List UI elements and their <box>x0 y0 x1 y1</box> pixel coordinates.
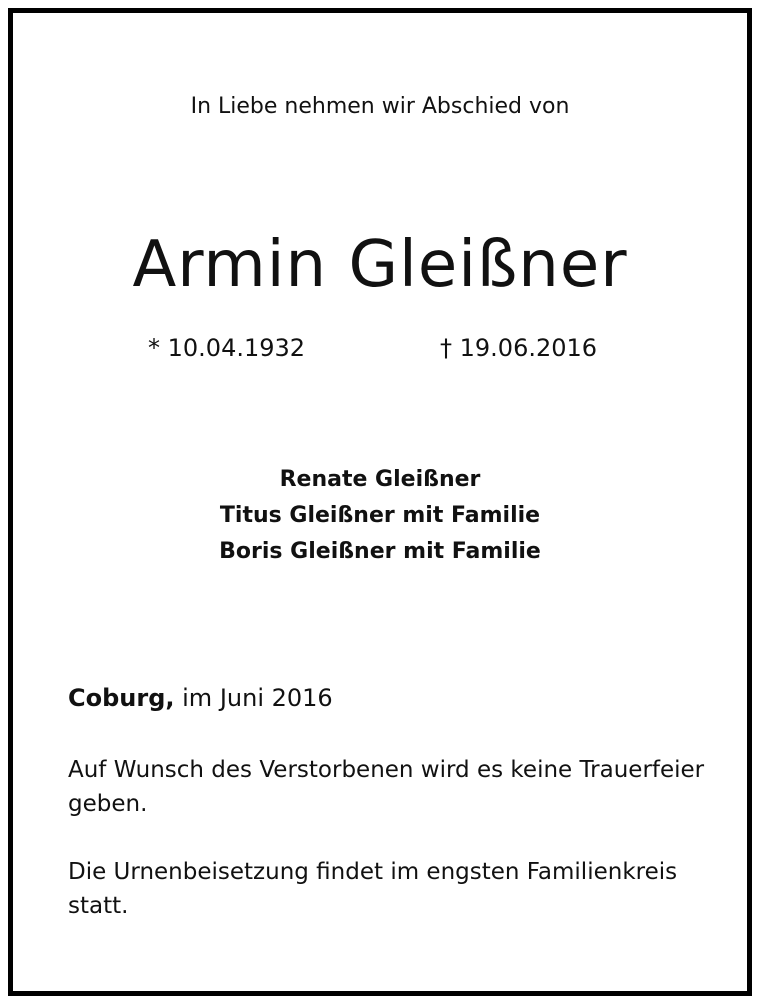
mourner-name: Titus Gleißner mit Familie <box>219 503 541 528</box>
notice-date: im Juni 2016 <box>182 684 333 712</box>
birth-date: * 10.04.1932 <box>148 334 306 362</box>
burial-note: Die Urnenbeisetzung findet im engsten Familienkreis statt. <box>68 859 678 919</box>
mourners-list <box>0 462 760 570</box>
intro-line: In Liebe nehmen wir Abschied von <box>190 94 570 119</box>
mourner-name: Renate Gleißner <box>279 467 481 492</box>
ceremony-note: Auf Wunsch des Verstorbenen wird es keine Trauerfeier geben. <box>68 757 705 817</box>
deceased-name: Armin Gleißner <box>132 228 628 302</box>
death-date: † 19.06.2016 <box>440 334 598 362</box>
place-date-line <box>68 684 333 712</box>
place-name: Coburg, <box>68 684 175 712</box>
mourner-name: Boris Gleißner mit Familie <box>219 539 541 564</box>
